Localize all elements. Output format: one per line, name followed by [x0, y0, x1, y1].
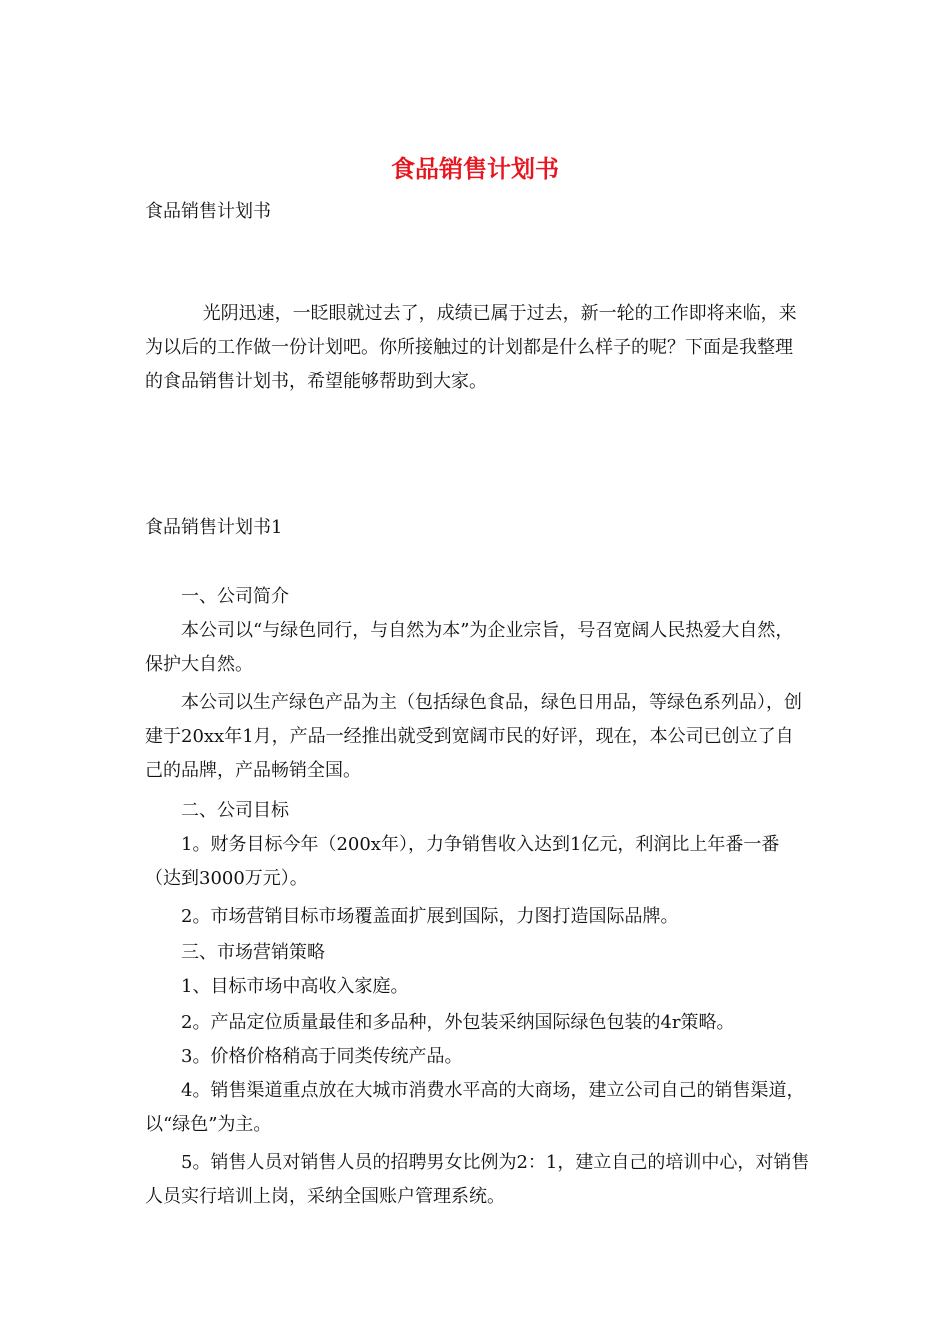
paragraph-pricing: 3。价格价格稍高于同类传统产品。 [181, 1046, 463, 1067]
document-title: 食品销售计划书 [391, 154, 559, 183]
paragraph-sales-staff: 5。销售人员对销售人员的招聘男女比例为2：1，建立自己的培训中心，对销售人员实行培训上岗，采纳全国账户管理系统。 [145, 1152, 810, 1207]
paragraph-product-positioning: 2。产品定位质量最佳和多品种，外包装采纳国际绿色包装的4r策略。 [181, 1012, 735, 1033]
paragraph-marketing-goal: 2。市场营销目标市场覆盖面扩展到国际，力图打造国际品牌。 [181, 906, 679, 927]
section-title: 食品销售计划书1 [145, 517, 283, 538]
paragraph-company-products: 本公司以生产绿色产品为主（包括绿色食品，绿色日用品，等绿色系列品），创建于20xx年1月，产品一经推出就受到宽阔市民的好评，现在，本公司已创立了自己的品牌，产品畅销全国。 [145, 692, 802, 781]
paragraph-company-purpose: 本公司以“与绿色同行，与自然为本”为企业宗旨，号召宽阔人民热爱大自然，保护大自然。 [145, 620, 794, 675]
heading-company-intro: 一、公司简介 [181, 586, 289, 607]
paragraph-target-market: 1、目标市场中高收入家庭。 [181, 976, 409, 997]
document-subtitle: 食品销售计划书 [145, 201, 271, 222]
intro-paragraph: 光阴迅速，一眨眼就过去了，成绩已属于过去，新一轮的工作即将来临，来为以后的工作做一份计划吧。你所接触过的计划都是什么样子的呢？下面是我整理的食品销售计划书，希望能够帮助到大家。 [145, 303, 797, 392]
heading-company-goals: 二、公司目标 [181, 800, 289, 821]
paragraph-sales-channels: 4。销售渠道重点放在大城市消费水平高的大商场，建立公司自己的销售渠道，以“绿色”为主。 [145, 1080, 805, 1135]
heading-marketing-strategy: 三、市场营销策略 [181, 942, 325, 963]
paragraph-financial-goal: 1。财务目标今年（200x年），力争销售收入达到1亿元，利润比上年番一番（达到3000万元）。 [145, 834, 780, 889]
